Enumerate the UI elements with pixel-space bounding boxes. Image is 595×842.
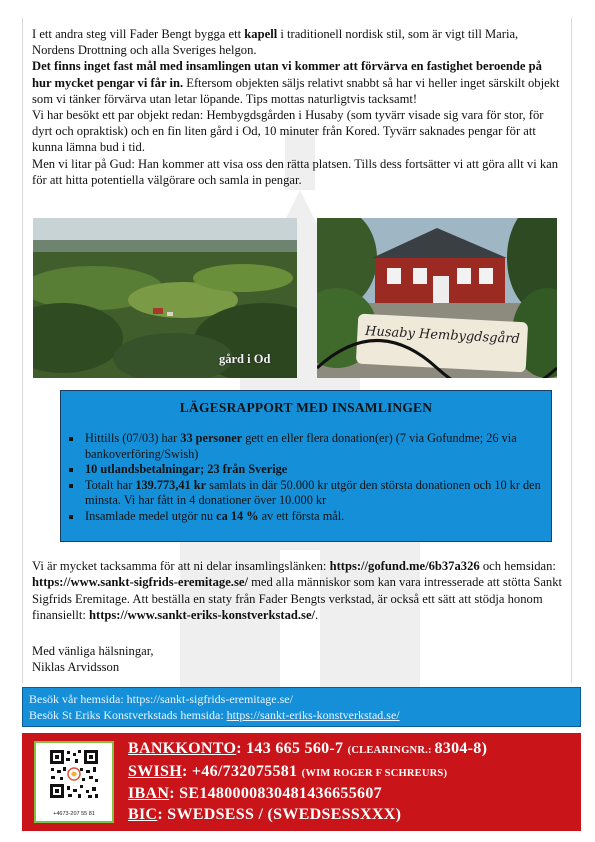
list-item: Insamlade medel utgör nu ca 14 % av ett första mål. xyxy=(64,509,544,525)
bankkonto-line: BANKKONTO: 143 665 560-7 (CLEARINGNR.: 8304-8) xyxy=(128,740,488,757)
list-item: Totalt har 139.773,41 kr samlats in där 50.000 kr utgör den största donationen och 10 kr den minsta. Vi har fått in 4 donationer över 10.000 kr xyxy=(64,478,544,509)
paragraph-visits: Vi har besökt ett par objekt redan: Hembygdsgården i Husaby (som tyvärr visade sig vara för stor, för dyrt och opraktisk) och en fin liten gård i Od, 10 minuter från Kored. Tyvärr saknades pengar för att kunna lämna bud i tid. xyxy=(32,108,544,155)
bank-details-bar xyxy=(22,733,581,831)
signoff xyxy=(32,643,154,675)
paragraph-goal: Det finns inget fast mål med insamlingen utan vi kommer att förvärva en fastighet beroende på hur mycket pengar vi får in. Eftersom objekten säljs relativt snabbt så har vi heller inget särskilt objekt som vi tänker förvärva utan letar löpande. Tips mottas naturligtvis tacksamt! xyxy=(32,59,560,106)
bank-lines xyxy=(128,739,487,825)
links-line-konstverkstad: Besök St Eriks Konstverkstads hemsida: https://sankt-eriks-konstverkstad.se/ xyxy=(29,708,400,722)
links-bar xyxy=(22,687,581,727)
author-name: Niklas Arvidsson xyxy=(32,660,120,675)
photo-caption: gård i Od xyxy=(219,352,271,366)
swish-line: SWISH: +46/732075581 (WIM ROGER F SCHREURS) xyxy=(128,762,448,780)
photo-farm-od xyxy=(33,218,297,378)
bic-line: BIC: SWEDSESS / (SWEDSESSXXX) xyxy=(128,805,402,823)
status-report-box xyxy=(60,390,552,542)
body-text xyxy=(32,26,562,188)
report-title: LÄGESRAPPORT MED INSAMLINGEN xyxy=(179,400,433,415)
homepage-link[interactable]: https://sankt-sigfrids-eremitage.se/ xyxy=(126,692,293,706)
list-item: Hittills (07/03) har 33 personer gett en eller flera donation(er) (7 via Gofundme; 26 via bankoverföring/Swish) xyxy=(64,431,544,462)
konstverkstad-link[interactable]: https://www.sankt-eriks-konstverkstad.se/ xyxy=(89,608,316,623)
closing-paragraph: Vi är mycket tacksamma för att ni delar insamlingslänken: https://gofund.me/6b37a326 och hemsidan: https://www.sankt-sigfrids-eremitage.se/ med alla människor som kan vara intresserade att stötta Sankt Sigfrids Eremitage. Att beställa en staty från Fader Bengts verkstad, är också ett sätt att stödja honom finansiellt: https://www.sankt-eriks-konstverkstad.se/. xyxy=(32,559,563,623)
list-item: 10 utlandsbetalningar; 23 från Sverige xyxy=(64,462,544,478)
eremitage-link[interactable]: https://www.sankt-sigfrids-eremitage.se/ xyxy=(32,575,248,590)
iban-line: IBAN: SE1480000830481436655607 xyxy=(128,785,382,802)
photo-husaby xyxy=(317,218,557,378)
konstverkstad-homepage-link[interactable]: https://sankt-eriks-konstverkstad.se/ xyxy=(226,708,400,722)
qr-caption: +4673-207 55 81 xyxy=(53,811,95,817)
qr-code-icon xyxy=(36,744,112,810)
links-line-homepage: Besök vår hemsida: https://sankt-sigfrids-eremitage.se/ xyxy=(29,692,293,706)
photo-row xyxy=(33,218,557,378)
swish-qr-card xyxy=(34,741,114,823)
paragraph-chapel: I ett andra steg vill Fader Bengt bygga ett kapell i traditionell nordisk stil, som är vigt till Maria, Nordens Drottning och alla Sveriges helgon. xyxy=(32,27,519,58)
report-list xyxy=(64,431,544,525)
sign-text: Husaby Hembygdsgård xyxy=(364,323,521,348)
paragraph-faith: Men vi litar på Gud: Han kommer att visa oss den rätta platsen. Tills dess fortsätter vi att göra allt vi kan för att hitta potentiella välgörare och samla in pengar. xyxy=(32,156,559,187)
gofundme-link[interactable]: https://gofund.me/6b37a326 xyxy=(329,559,480,573)
greeting: Med vänliga hälsningar, xyxy=(32,644,154,658)
